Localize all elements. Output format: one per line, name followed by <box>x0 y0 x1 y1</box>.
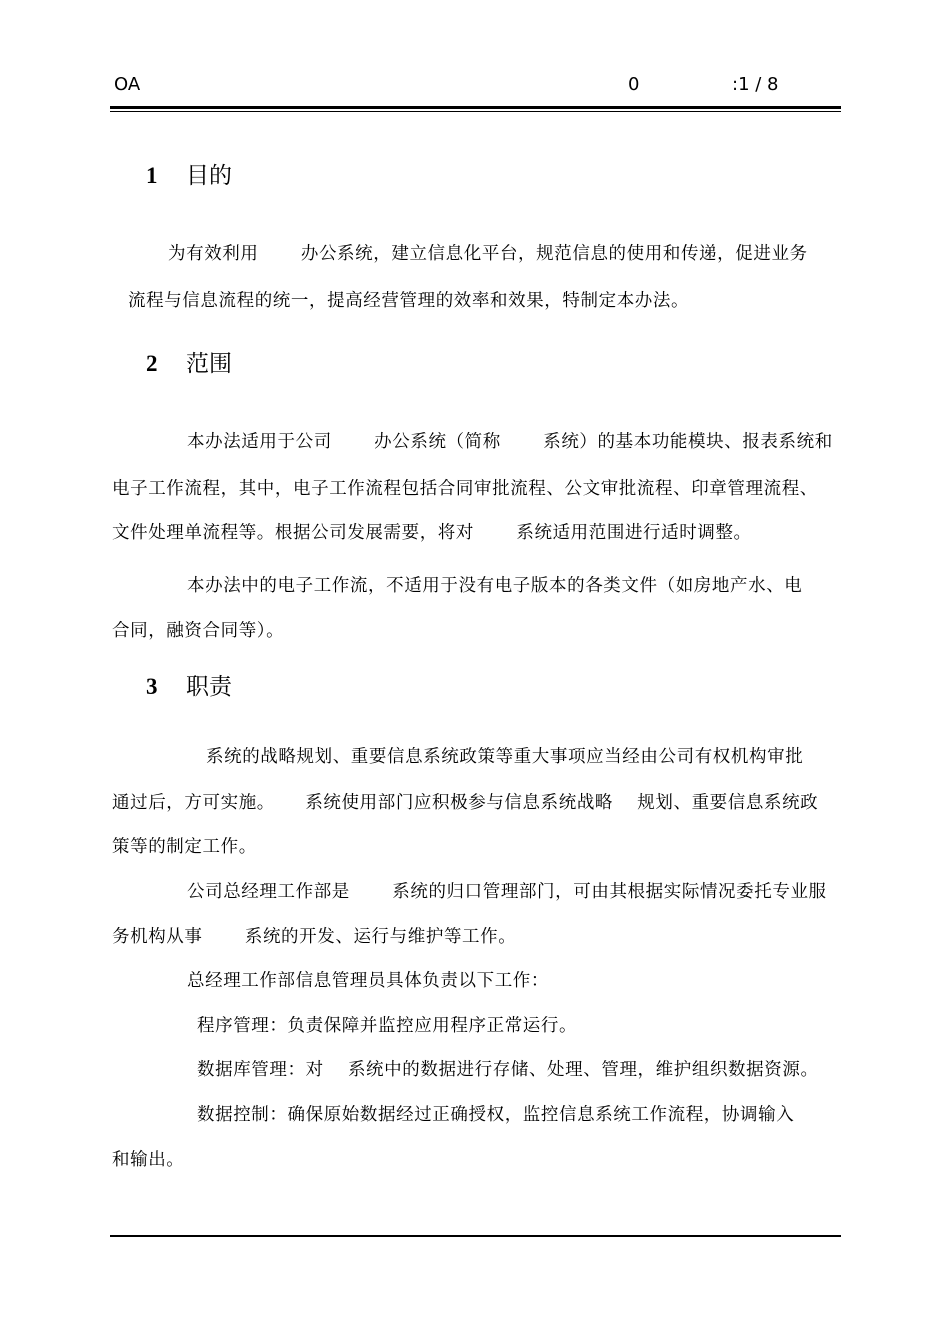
section-heading-scope <box>146 348 232 380</box>
paragraph-line: 策等的制定工作。 <box>112 837 257 857</box>
header-rule-thick <box>110 106 841 109</box>
section-title: 职责 <box>186 674 232 700</box>
section-heading-purpose <box>146 160 232 192</box>
paragraph-line: 数据控制：确保原始数据经过正确授权，监控信息系统工作流程，协调输入 <box>197 1105 795 1125</box>
paragraph-line: 程序管理：负责保障并监控应用程序正常运行。 <box>197 1016 578 1036</box>
paragraph-line: 流程与信息流程的统一，提高经营管理的效率和效果，特制定本办法。 <box>128 291 690 311</box>
section-title: 目的 <box>186 163 232 189</box>
header-system-name: OA <box>114 74 141 95</box>
paragraph-line: 系统的战略规划、重要信息系统政策等重大事项应当经由公司有权机构审批 <box>206 747 804 767</box>
section-number: 2 <box>146 351 158 376</box>
paragraph-line: 总经理工作部信息管理员具体负责以下工作： <box>187 971 549 991</box>
footer-rule <box>110 1235 841 1237</box>
paragraph-line: 为有效利用 办公系统，建立信息化平台，规范信息的使用和传递，促进业务 <box>168 244 808 264</box>
paragraph-line: 通过后，方可实施。 系统使用部门应积极参与信息系统战略 规划、重要信息系统政 <box>112 793 819 813</box>
paragraph-line: 本办法适用于公司 办公系统（简称 系统）的基本功能模块、报表系统和 <box>187 432 833 452</box>
paragraph-line: 公司总经理工作部是 系统的归口管理部门，可由其根据实际情况委托专业服 <box>187 882 827 902</box>
paragraph-line: 务机构从事 系统的开发、运行与维护等工作。 <box>112 927 517 947</box>
section-heading-responsibilities <box>146 671 232 703</box>
paragraph-line: 本办法中的电子工作流，不适用于没有电子版本的各类文件（如房地产水、电 <box>187 576 803 596</box>
paragraph-line: 和输出。 <box>112 1150 185 1170</box>
page-header <box>112 74 840 100</box>
paragraph-line: 合同，融资合同等）。 <box>112 621 285 641</box>
header-page-number: :1 / 8 <box>732 74 779 95</box>
paragraph-line: 数据库管理：对 系统中的数据进行存储、处理、管理，维护组织数据资源。 <box>197 1060 819 1080</box>
header-version: 0 <box>628 74 640 95</box>
section-number: 3 <box>146 674 158 699</box>
section-number: 1 <box>146 163 158 188</box>
section-title: 范围 <box>186 351 232 377</box>
header-rule-thin <box>110 111 841 112</box>
paragraph-line: 电子工作流程，其中，电子工作流程包括合同审批流程、公文审批流程、印章管理流程、 <box>112 479 818 499</box>
paragraph-line: 文件处理单流程等。根据公司发展需要，将对 系统适用范围进行适时调整。 <box>112 523 752 543</box>
